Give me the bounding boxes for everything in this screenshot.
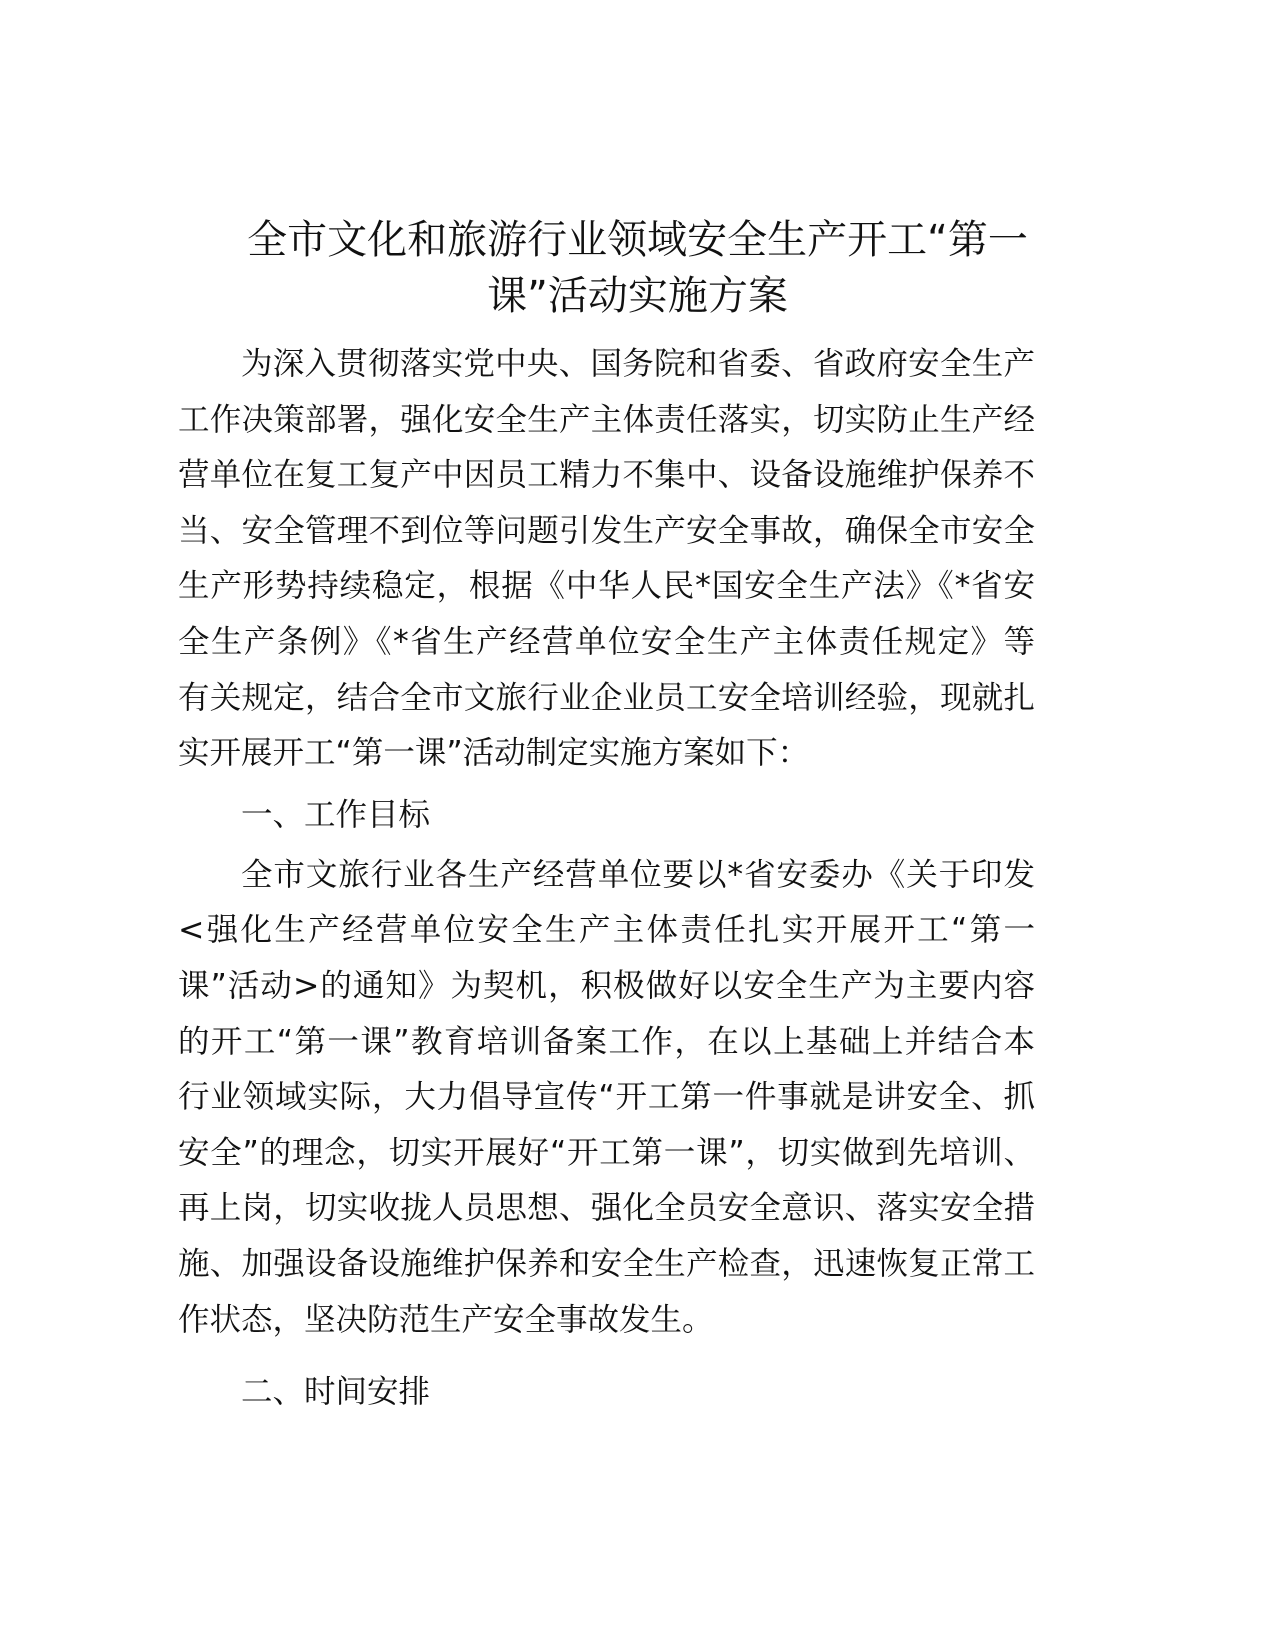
text-line: <强化生产经营单位安全生产主体责任扎实开展开工“第一 — [178, 912, 1035, 949]
section-heading-schedule: 二、时间安排 — [241, 1374, 431, 1411]
text-line: 实开展开工“第一课”活动制定实施方案如下： — [178, 735, 810, 772]
title-line: 课”活动实施方案 — [487, 273, 788, 319]
paragraph-goals — [178, 848, 1035, 1348]
text-line: 当、安全管理不到位等问题引发生产安全事故，确保全市安全 — [178, 512, 1035, 549]
title-line: 全市文化和旅游行业领域安全生产开工“第一 — [247, 217, 1028, 263]
text-line: 工作决策部署，强化安全生产主体责任落实，切实防止生产经 — [178, 401, 1035, 438]
text-line: 的开工“第一课”教育培训备案工作，在以上基础上并结合本 — [178, 1023, 1035, 1060]
document-title — [150, 212, 1125, 324]
text-line: 全市文旅行业各生产经营单位要以*省安委办《关于印发 — [241, 856, 1035, 893]
text-line: 生产形势持续稳定，根据《中华人民*国安全生产法》《*省安 — [178, 568, 1035, 605]
text-line: 安全”的理念，切实开展好“开工第一课”，切实做到先培训、 — [178, 1134, 1035, 1171]
paragraph-intro — [178, 337, 1035, 782]
text-line: 施、加强设备设施维护保养和安全生产检查，迅速恢复正常工 — [178, 1245, 1035, 1282]
text-line: 为深入贯彻落实党中央、国务院和省委、省政府安全生产 — [241, 346, 1035, 382]
text-line: 行业领域实际，大力倡导宣传“开工第一件事就是讲安全、抓 — [178, 1079, 1035, 1116]
text-line: 再上岗，切实收拢人员思想、强化全员安全意识、落实安全措 — [178, 1190, 1035, 1227]
text-line: 营单位在复工复产中因员工精力不集中、设备设施维护保养不 — [178, 457, 1035, 494]
text-line: 全生产条例》《*省生产经营单位安全生产主体责任规定》等 — [178, 623, 1035, 660]
text-line: 课”活动>的通知》为契机，积极做好以安全生产为主要内容 — [178, 967, 1035, 1004]
text-line: 作状态，坚决防范生产安全事故发生。 — [178, 1301, 714, 1338]
document-body — [178, 337, 1035, 1425]
text-line: 有关规定，结合全市文旅行业企业员工安全培训经验，现就扎 — [178, 679, 1035, 716]
section-heading-goals: 一、工作目标 — [241, 796, 431, 833]
